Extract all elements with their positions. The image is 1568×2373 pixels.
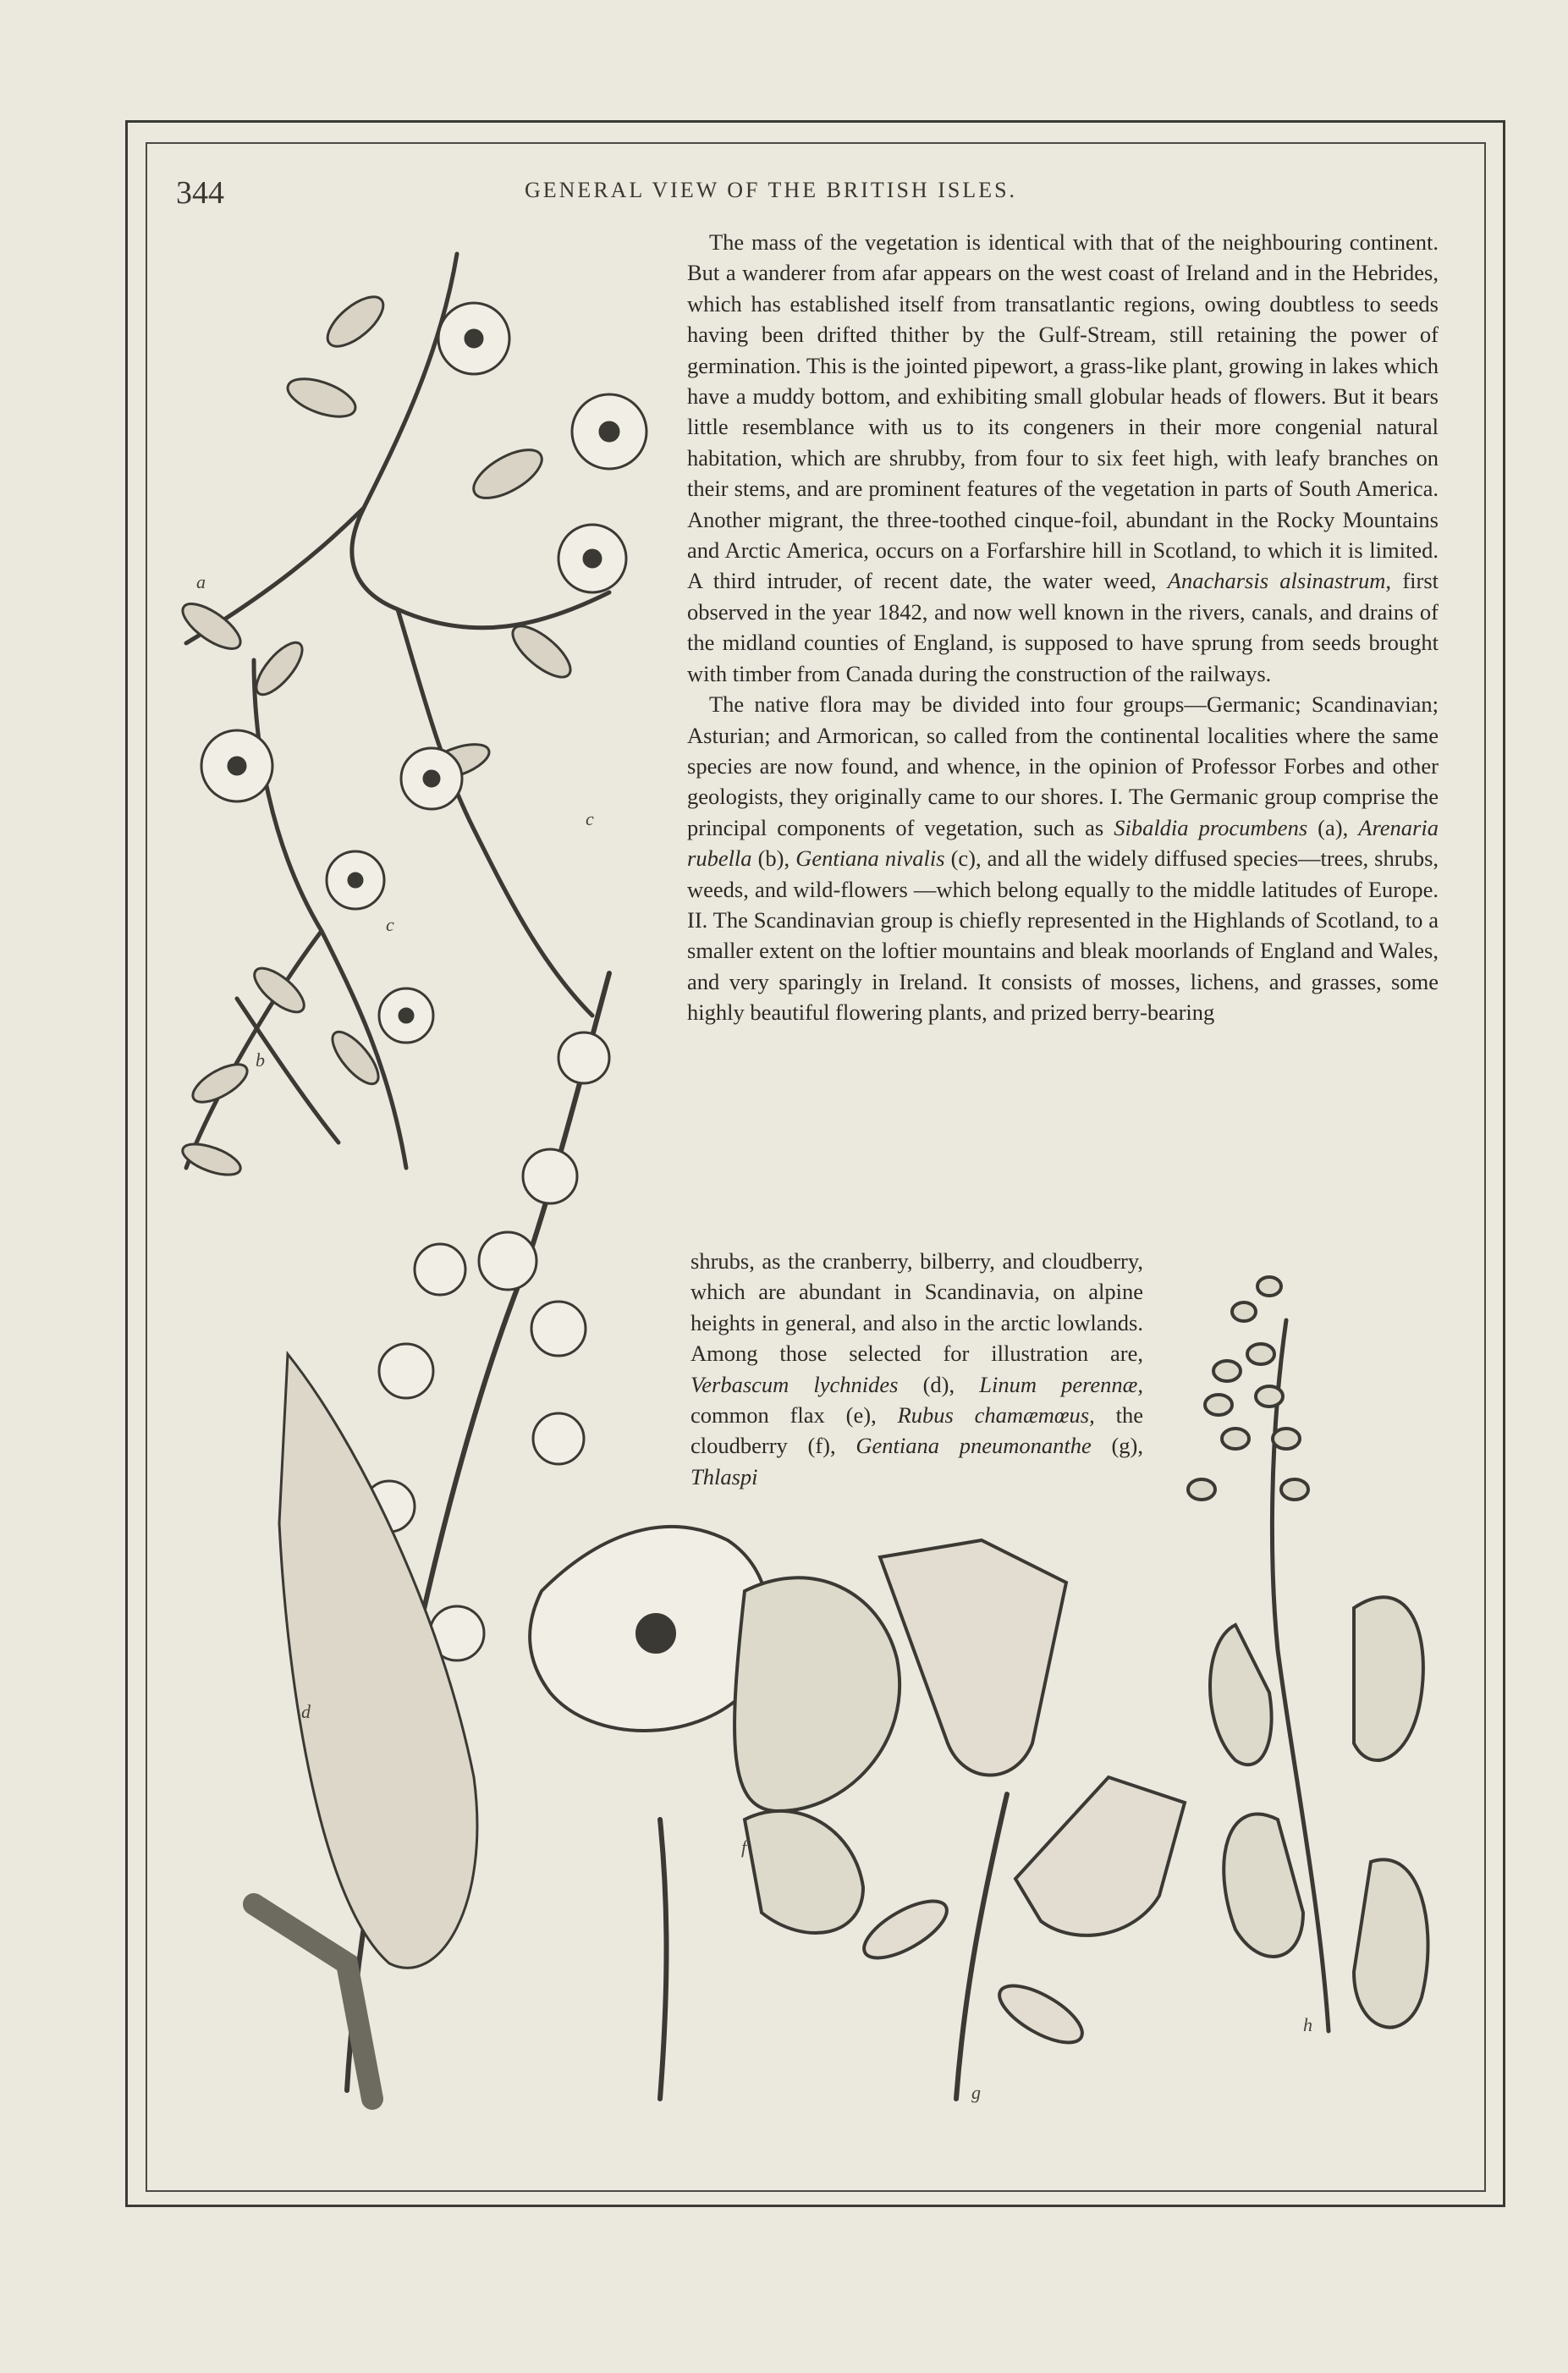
running-head: GENERAL VIEW OF THE BRITISH ISLES. [525,178,1018,202]
plate-label-b: b [256,1049,265,1071]
plant-h-thlaspi [1188,1277,1428,2031]
plate-label-h: h [1303,2014,1312,2035]
plate-label-a: a [196,571,206,592]
paragraph-vegetation-migrants: The mass of the vegetation is identical with that of the neighbouring continent. But a wanderer from afar appears on the west coast of Ireland and in the Hebrides, which has established itself from transatlantic regions, owing doubtless to seeds having been drifted thither by the Gulf-Stream, still retaining the power of germination. This is the jointed pipewort, a grass-like plant, growing in lakes which have a muddy bottom, and exhibiting small globular heads of flowers. But it bears little resemblance with us to its congeners in their more congenial natural habitation, which are shrubby, from four to six feet high, with leafy branches on their stems, and are prominent features of the vegetation in parts of South America. Another migrant, the three-toothed cinque-foil, abundant in the Rocky Mountains and Arctic America, occurs on a Forfarshire hill in Scotland, to which it is limited. A third intruder, of recent date, the water weed, Anacharsis alsinastrum, first observed in the year 1842, and now well known in the rivers, canals, and drains of the midland counties of England, is supposed to have sprung from seeds brought with timber from Canada during the construction of the railways. [687,229,1439,686]
plate-label-c-second: c [386,914,394,935]
plate-label-c: c [586,808,594,829]
page-number: 344 [176,175,224,211]
body-text-narrow-column [690,1246,1143,1492]
paragraph-flora-groups: The native flora may be divided into four groups—Germanic; Scandinavian; Asturian; and Armorican, so called from the continental localities where the same species are now found, and whence, in the opinion of Professor Forbes and other geologists, they originally came to our shores. I. The Germanic group comprise the principal components of vegetation, such as Sibaldia procumbens (a), Arenaria rubella (b), Gentiana nivalis (c), and all the widely diffused species—trees, shrubs, weeds, and wild-flowers —which belong equally to the middle latitudes of Europe. II. The Scandinavian group is chiefly represented in the Highlands of Scotland, to a smaller extent on the loftier mountains and bleak moorlands of England and Wales, and very sparingly in Ireland. It consists of mosses, lichens, and grasses, some highly beautiful flowering plants, and prized berry-bearing [687,691,1439,1026]
plate-label-g: g [971,2082,981,2103]
paragraph-illustrations-list: shrubs, as the cranberry, bilberry, and cloudberry, which are abundant in Scandinavia, on alpine heights in general, and also in the arctic lowlands. Among those selected for illustration are, Verbascum lychnides (d), Linum perennæ, common flax (e), Rubus chamæmœus, the cloudberry (f), Gentiana pneumonanthe (g), Thlaspi [690,1248,1144,1489]
plant-g-gentian [856,1540,1185,2099]
plate-label-f: f [741,1836,747,1858]
plant-d-large-leaf [279,1354,477,1968]
plate-label-d: d [301,1701,311,1722]
body-text-column [687,227,1439,1028]
plant-f-cloudberry [530,1527,900,2099]
